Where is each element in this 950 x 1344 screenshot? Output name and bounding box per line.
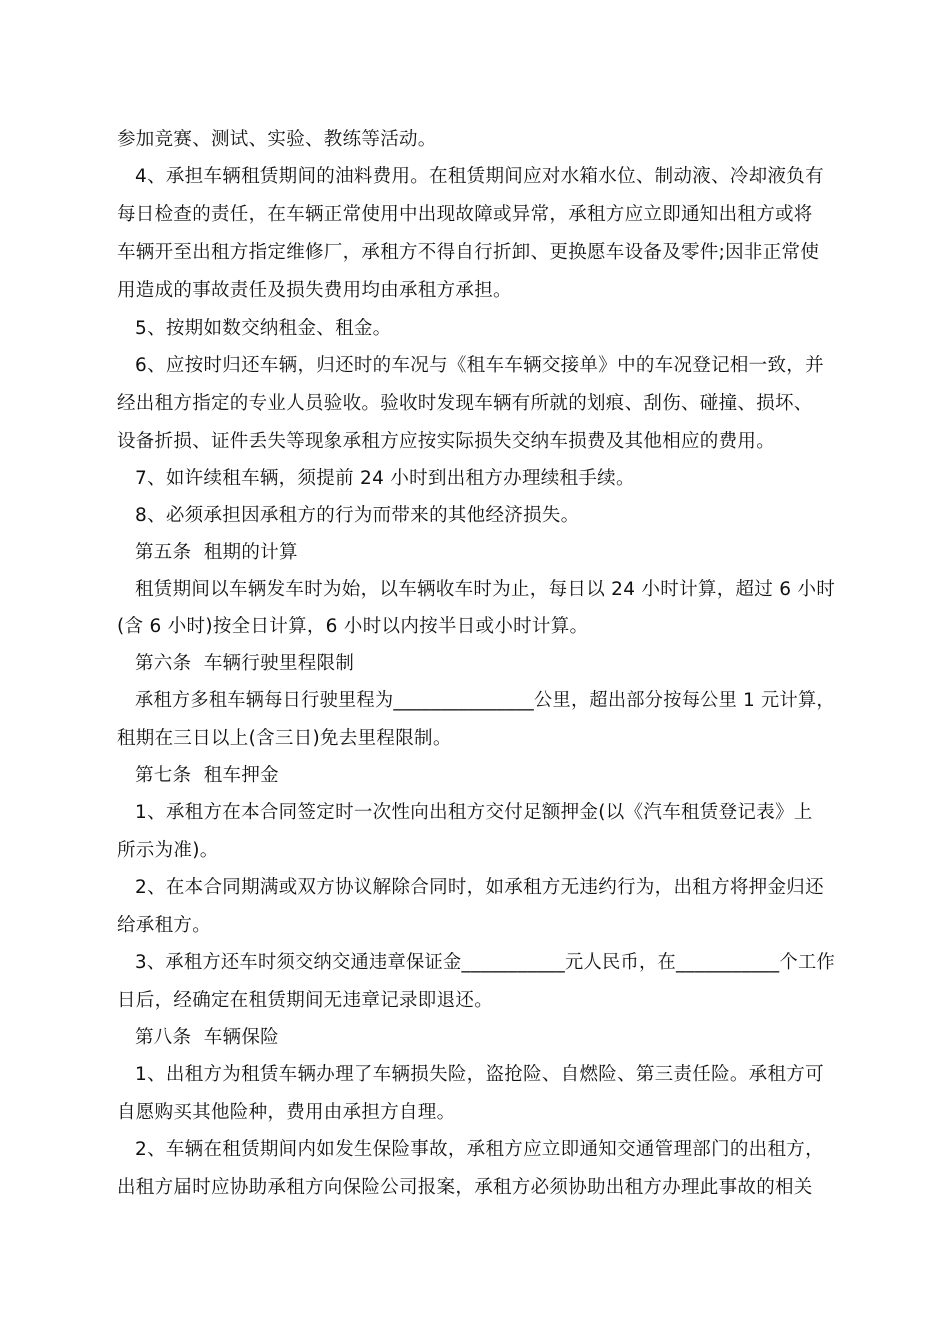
- section-heading: 第七条 租车押金: [135, 765, 279, 786]
- text-line: 日后，经确定在租赁期间无违章记录即退还。: [117, 990, 494, 1011]
- text-line: 6、应按时归还车辆，归还时的车况与《租车车辆交接单》中的车况登记相一致，并: [135, 355, 824, 376]
- text-line: 2、车辆在租赁期间内如发生保险事故，承租方应立即通知交通管理部门的出租方，: [135, 1139, 824, 1160]
- section-heading: 第六条 车辆行驶里程限制: [135, 653, 355, 674]
- text-line: 3、承租方还车时须交纳交通违章保证金___________元人民币，在___________个工作: [135, 952, 835, 973]
- text-line: 8、必须承担因承租方的行为而带来的其他经济损失。: [135, 505, 580, 526]
- text-line: 用造成的事故责任及损失费用均由承租方承担。: [117, 280, 512, 301]
- text-line: 设备折损、证件丢失等现象承租方应按实际损失交纳车损费及其他相应的费用。: [117, 431, 776, 452]
- text-line: 经出租方指定的专业人员验收。验收时发现车辆有所就的划痕、刮伤、碰撞、损坏、: [117, 393, 813, 414]
- text-line: 所示为准)。: [117, 840, 219, 861]
- text-line: 承租方多租车辆每日行驶里程为_______________公里，超出部分按每公里 1 元计算，: [135, 690, 835, 711]
- text-line: 租期在三日以上(含三日)免去里程限制。: [117, 728, 452, 749]
- section-heading: 第五条 租期的计算: [135, 542, 298, 563]
- text-line: 自愿购买其他险种，费用由承担方自理。: [117, 1102, 456, 1123]
- text-line: (含 6 小时)按全日计算，6 小时以内按半日或小时计算。: [117, 616, 589, 637]
- text-line: 车辆开至出租方指定维修厂，承租方不得自行折卸、更换愿车设备及零件;因非正常使: [117, 242, 820, 263]
- text-line: 1、出租方为租赁车辆办理了车辆损失险，盗抢险、自燃险、第三责任险。承租方可: [135, 1064, 824, 1085]
- text-line: 2、在本合同期满或双方协议解除合同时，如承租方无违约行为，出租方将押金归还: [135, 877, 824, 898]
- text-line: 参加竞赛、测试、实验、教练等活动。: [117, 129, 437, 150]
- text-line: 每日检查的责任，在车辆正常使用中出现故障或异常，承租方应立即通知出租方或将: [117, 204, 813, 225]
- text-line: 1、承租方在本合同签定时一次性向出租方交付足额押金(以《汽车租赁登记表》上: [135, 802, 813, 823]
- text-line: 7、如许续租车辆，须提前 24 小时到出租方办理续租手续。: [135, 468, 635, 489]
- text-line: 出租方届时应协助承租方向保险公司报案，承租方必须协助出租方办理此事故的相关: [117, 1177, 813, 1198]
- text-line: 4、承担车辆租赁期间的油料费用。在租赁期间应对水箱水位、制动液、冷却液负有: [135, 166, 824, 187]
- section-heading: 第八条 车辆保险: [135, 1027, 279, 1048]
- text-line: 给承租方。: [117, 915, 212, 936]
- text-line: 5、按期如数交纳租金、租金。: [135, 318, 392, 339]
- text-line: 租赁期间以车辆发车时为始，以车辆收车时为止，每日以 24 小时计算，超过 6 小时: [135, 579, 836, 600]
